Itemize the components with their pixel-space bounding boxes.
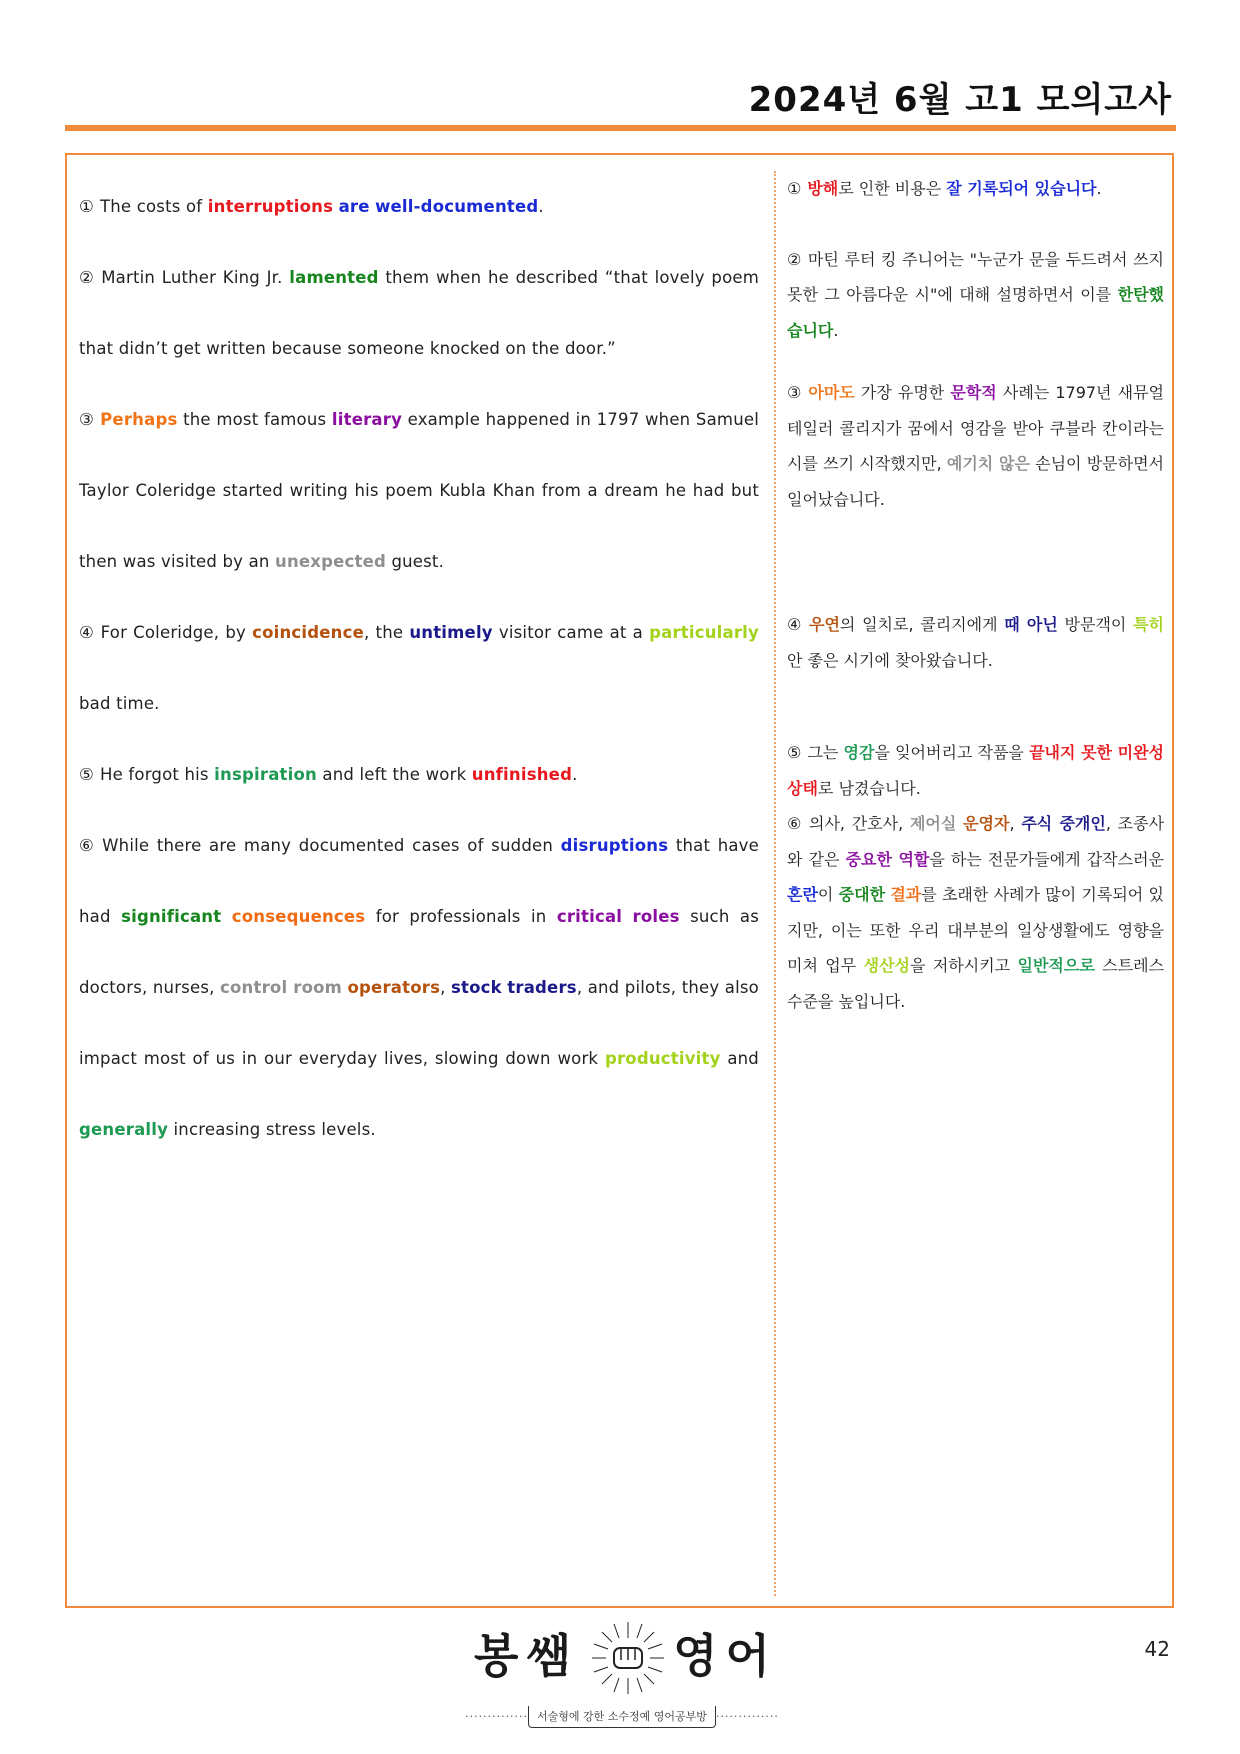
sentence-text: 을 잊어버리고 작품을 <box>874 743 1030 762</box>
vocab-highlight: inspiration <box>214 765 317 784</box>
vocab-highlight: 중요한 역할 <box>845 849 930 869</box>
sentence-text: , 조종사와 같은 <box>787 814 1165 869</box>
vocab-highlight: are <box>338 197 370 216</box>
sentence-text: 로 남겼습니다. <box>817 778 921 798</box>
korean-sentence <box>787 375 1164 517</box>
vocab-highlight: 아마도 <box>808 383 855 402</box>
sentence-text: 을 하는 전문가들에게 갑작스러운 <box>929 849 1164 869</box>
vocab-highlight: Perhaps <box>100 410 178 429</box>
vocab-highlight: 중대한 <box>838 885 886 904</box>
sentence-text: 이 <box>817 885 839 904</box>
sentence-text: , and pilots, they also impact most of us in our everyday lives, slowing down work <box>79 978 759 1068</box>
vocab-highlight: lamented <box>289 268 379 287</box>
fist-burst-icon <box>590 1620 666 1696</box>
vocab-highlight: 잘 기록되어 있습니다 <box>946 179 1097 198</box>
sentence-text: increasing stress levels. <box>168 1120 376 1139</box>
logo-text-right: 영어 <box>673 1629 778 1683</box>
korean-sentence <box>787 806 1164 1019</box>
sentence-number: ⑤ <box>79 765 94 784</box>
vocab-highlight: 한탄했습니다 <box>787 285 1164 340</box>
korean-sentence <box>787 171 1164 207</box>
sentence-text: such as doctors, nurses, <box>79 907 759 997</box>
sentence-number: ② <box>787 249 802 269</box>
vocab-highlight: untimely <box>409 623 493 642</box>
footer-logo <box>462 1620 782 1745</box>
vocab-highlight: 일반적으로 <box>1017 956 1095 975</box>
vocab-highlight: operators <box>347 978 441 997</box>
sentence-text: 방문객이 <box>1057 615 1134 634</box>
english-sentence <box>79 810 759 1165</box>
tagline-dots-left: ·············· <box>465 1710 529 1723</box>
sentence-text: He forgot his <box>100 765 215 784</box>
vocab-highlight: interruptions <box>207 197 334 216</box>
sentence-text: example happened in 1797 when Samuel Taylor Coleridge started writing his poem Kubla Khan from a dream he had but then was visited by an <box>79 410 759 571</box>
tagline-dots-right: ·············· <box>715 1710 779 1723</box>
sentence-number: ⑥ <box>787 814 804 833</box>
vocab-highlight: well-documented <box>375 197 539 216</box>
page-number: 42 <box>1144 1637 1170 1661</box>
sentence-text: . <box>1096 179 1102 198</box>
sentence-text: While there are many documented cases of sudden <box>102 836 561 855</box>
vocab-highlight: productivity <box>604 1049 721 1068</box>
english-sentence <box>79 384 759 597</box>
sentence-text: 의 일치로, 콜리지에게 <box>839 615 1005 634</box>
sentence-number: ① <box>79 197 94 216</box>
vocab-highlight: roles <box>632 907 680 926</box>
sentence-text: For Coleridge, by <box>100 623 253 642</box>
sentence-text: 의사, 간호사, <box>809 814 910 833</box>
vocab-highlight: coincidence <box>252 623 364 642</box>
header-rule <box>65 125 1176 131</box>
vocab-highlight: 혼란 <box>787 885 818 904</box>
vocab-highlight: 생산성 <box>863 956 910 975</box>
sentence-text: 스트레스 수준을 높입니다. <box>787 956 1164 1011</box>
vocab-highlight: 예기치 않은 <box>946 454 1030 473</box>
vocab-highlight: unfinished <box>471 765 573 784</box>
sentence-text: Martin Luther King Jr. <box>101 268 290 287</box>
vocab-highlight: 우연 <box>808 615 840 634</box>
english-column <box>79 171 759 1165</box>
sentence-text: . <box>833 320 839 340</box>
sentence-text: , <box>1009 814 1022 833</box>
sentence-text: guest. <box>386 552 445 571</box>
sentence-number: ③ <box>79 410 95 429</box>
sentence-text: 안 좋은 시기에 찾아왔습니다. <box>787 650 993 670</box>
english-sentence <box>79 171 759 242</box>
sentence-text: The costs of <box>100 197 208 216</box>
vocab-highlight: 운영자 <box>963 814 1010 833</box>
sentence-text: that have had <box>79 836 760 926</box>
sentence-text: 를 초래한 사례가 많이 기록되어 있지만, 이는 또한 우리 대부분의 일상생활에도 영향을 미쳐 업무 <box>787 885 1164 975</box>
vocab-highlight: generally <box>79 1120 169 1139</box>
sentence-text: for professionals in <box>365 907 557 926</box>
sentence-number: ② <box>79 268 96 287</box>
vocab-highlight: stock <box>451 978 502 997</box>
sentence-text: and left the work <box>316 765 472 784</box>
vocab-highlight: 제어실 <box>909 814 957 833</box>
vocab-highlight: unexpected <box>275 552 386 571</box>
page-title: 2024년 6월 고1 모의고사 <box>748 80 1172 120</box>
vocab-highlight: disruptions <box>560 836 669 855</box>
logo-text-left: 봉쌤 <box>474 1629 579 1683</box>
column-divider <box>774 171 776 1596</box>
korean-sentence <box>787 242 1164 349</box>
english-sentence <box>79 739 759 810</box>
sentence-number: ① <box>787 179 802 198</box>
sentence-number: ④ <box>787 615 803 634</box>
vocab-highlight: 문학적 <box>950 383 997 402</box>
sentence-text <box>622 907 632 926</box>
vocab-highlight: 주식 중개인 <box>1021 814 1106 833</box>
vocab-highlight: 특히 <box>1133 615 1165 634</box>
vocab-highlight: control room <box>220 978 343 997</box>
sentence-text: them when he described “that lovely poem that didn’t get written because someone knocked on the door.” <box>79 268 759 358</box>
vocab-highlight: 영감 <box>843 743 875 762</box>
english-sentence <box>79 242 759 384</box>
sentence-text: bad time. <box>79 694 160 713</box>
vocab-highlight: 방해 <box>807 179 839 198</box>
sentence-text: 손님이 방문하면서 일어났습니다. <box>787 454 1164 509</box>
sentence-text: 마틴 루터 킹 주니어는 "누군가 문을 두드려서 쓰지 못한 그 아름다운 시"에 대해 설명하면서 이를 <box>787 249 1164 304</box>
tagline-text: 서술형에 강한 소수정예 영어공부방 <box>528 1706 716 1728</box>
sentence-number: ③ <box>787 383 803 402</box>
korean-column <box>787 171 1164 1019</box>
sentence-text: , the <box>363 623 410 642</box>
sentence-text: 을 저하시키고 <box>909 956 1018 975</box>
sentence-text: , <box>440 978 452 997</box>
vocab-highlight: 결과 <box>890 885 922 904</box>
content-frame <box>65 153 1174 1608</box>
korean-sentence <box>787 735 1164 806</box>
sentence-text: 가장 유명한 <box>854 383 951 402</box>
sentence-number: ⑥ <box>79 836 97 855</box>
vocab-highlight: critical <box>556 907 623 926</box>
sentence-text: and <box>720 1049 759 1068</box>
sentence-text: 그는 <box>807 743 844 762</box>
vocab-highlight: 때 아닌 <box>1004 615 1058 634</box>
vocab-highlight: consequences <box>231 907 366 926</box>
sentence-text: 사례는 1797년 새뮤얼 테일러 콜리지가 꿈에서 영감을 받아 쿠블라 칸이라는 시를 쓰기 시작했지만, <box>787 383 1164 473</box>
sentence-text: the most famous <box>177 410 332 429</box>
sentence-number: ④ <box>79 623 95 642</box>
sentence-text: . <box>572 765 578 784</box>
vocab-highlight: 끝내지 못한 미완성 상태 <box>787 743 1165 798</box>
vocab-highlight: significant <box>121 907 222 926</box>
logo-tagline <box>462 1706 782 1728</box>
sentence-text: . <box>538 197 544 216</box>
vocab-highlight: particularly <box>649 623 759 642</box>
sentence-text <box>221 907 231 926</box>
english-sentence <box>79 597 759 739</box>
sentence-text: visitor came at a <box>492 623 650 642</box>
sentence-number: ⑤ <box>787 743 802 762</box>
sentence-text: 로 인한 비용은 <box>838 179 947 198</box>
korean-sentence <box>787 607 1164 678</box>
vocab-highlight: literary <box>331 410 403 429</box>
vocab-highlight: traders <box>507 978 577 997</box>
